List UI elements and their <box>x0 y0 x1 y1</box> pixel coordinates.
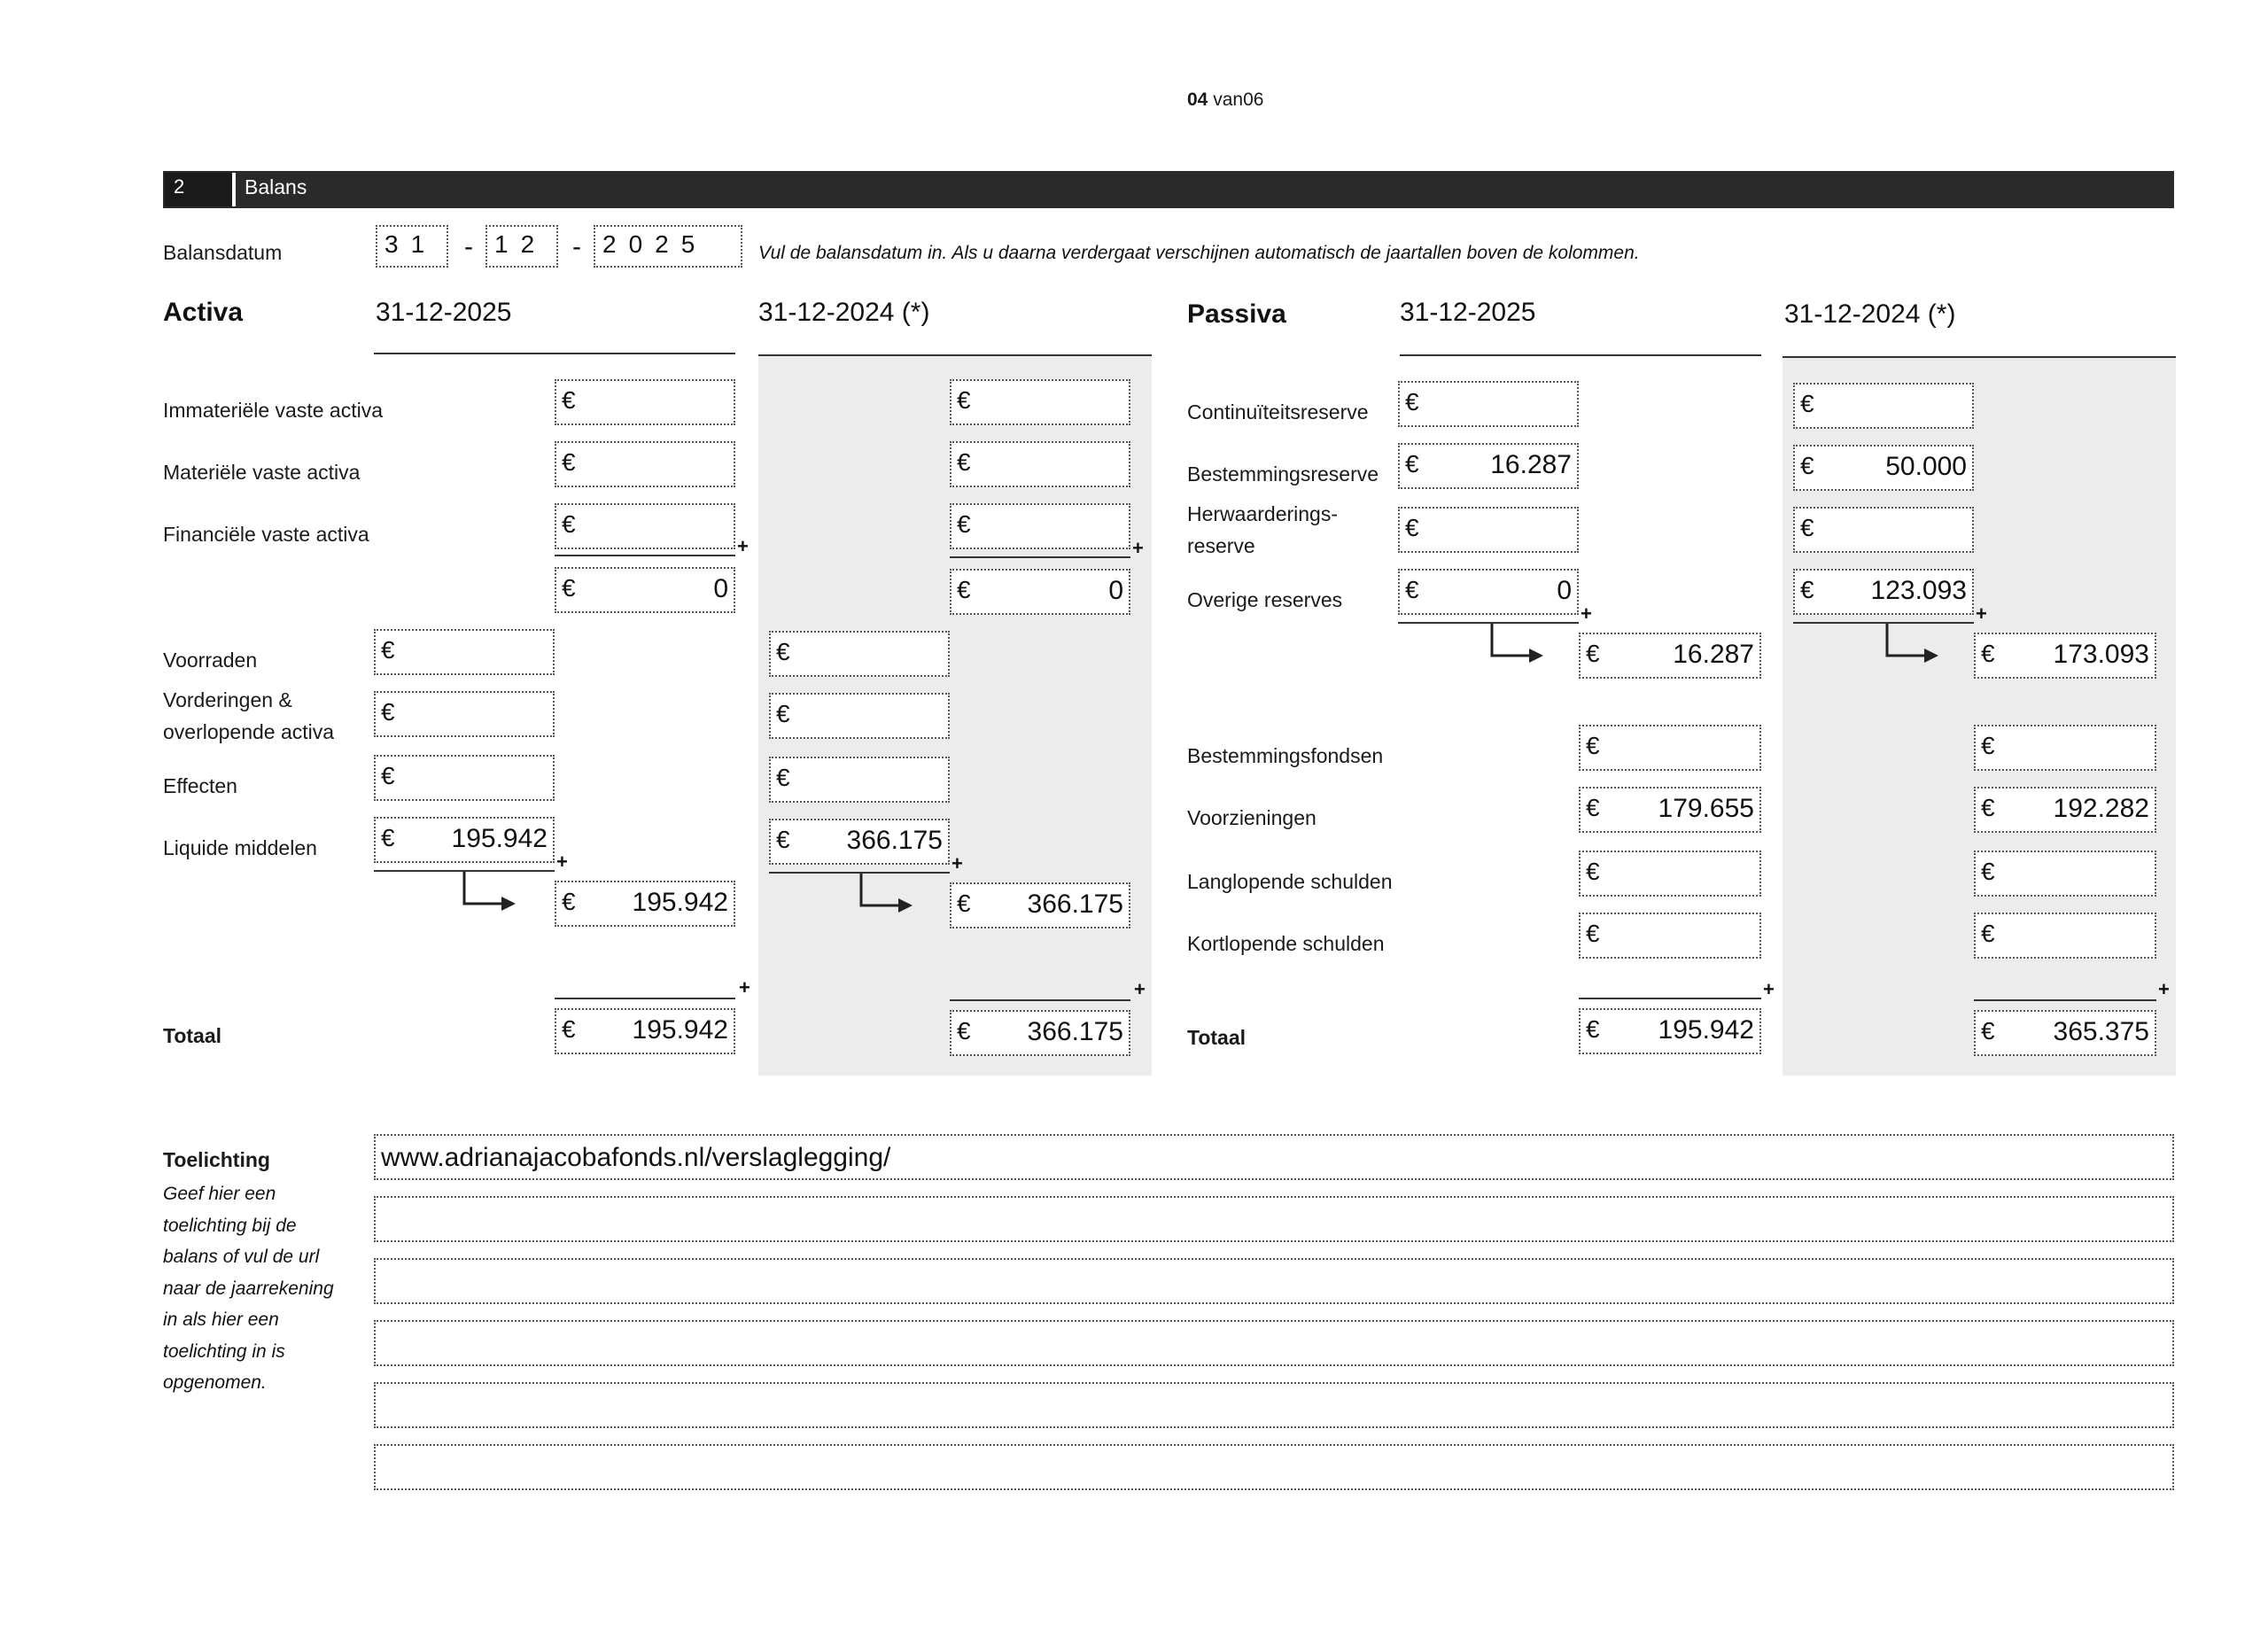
balansdatum-instruction: Vul de balansdatum in. Als u daarna verdergaat verschijnen automatisch de jaartallen boven de kolommen. <box>758 243 1640 263</box>
passiva-col-2024: 31-12-2024 (*) <box>1784 299 1956 329</box>
toelichting-line-4[interactable] <box>374 1320 2174 1366</box>
row-label-continuiteit: Continuïteitsreserve <box>1187 400 1369 423</box>
vlottend-2025-plus: + <box>556 851 568 873</box>
passiva-col1-rule <box>1400 354 1761 356</box>
totaal-activa-2024 <box>950 1010 1130 1056</box>
vlottend-2024-sum-value: 366.175 <box>1027 890 1123 919</box>
totaal-passiva-2024-rule <box>1974 999 2156 1001</box>
vaste-2025-sum-value: 0 <box>713 574 728 603</box>
row-label-kortlopend: Kortlopende schulden <box>1187 932 1385 955</box>
page-number <box>1187 87 1263 113</box>
totaal-passiva-2024-value: 365.375 <box>2053 1017 2149 1046</box>
liquide-2025-input[interactable] <box>374 817 555 863</box>
euro-sign: € <box>1800 514 1814 541</box>
page-total: 06 <box>1243 89 1264 110</box>
reserves-2025-sum-value: 16.287 <box>1673 640 1754 669</box>
row-label-liquide: Liquide middelen <box>163 836 317 859</box>
euro-sign: € <box>776 638 790 665</box>
herwaardering-2025-input[interactable] <box>1398 507 1579 553</box>
voorzieningen-2024-value: 192.282 <box>2053 794 2149 823</box>
euro-sign: € <box>776 700 790 727</box>
euro-sign: € <box>1800 390 1814 417</box>
section-bar <box>163 171 2174 208</box>
row-label-langlopend: Langlopende schulden <box>1187 870 1393 893</box>
euro-sign: € <box>957 1017 971 1045</box>
voorzieningen-2025-value: 179.655 <box>1658 794 1754 823</box>
euro-sign: € <box>562 574 576 602</box>
bestemmingsreserve-2024-value: 50.000 <box>1885 452 1967 481</box>
toelichting-line-3[interactable] <box>374 1258 2174 1304</box>
reserves-2025-arrow-icon <box>1488 624 1547 664</box>
euro-sign: € <box>957 890 971 917</box>
row-label-bestemmingsfondsen: Bestemmingsfondsen <box>1187 744 1384 767</box>
euro-sign: € <box>1586 858 1600 885</box>
euro-sign: € <box>562 1015 576 1043</box>
totaal-activa-2024-rule <box>950 999 1130 1001</box>
toelichting-line-1-text: www.adrianajacobafonds.nl/verslaglegging/ <box>381 1143 891 1172</box>
euro-sign: € <box>381 824 395 851</box>
row-label-herwaardering: Herwaarderings- reserve <box>1187 502 1339 557</box>
euro-sign: € <box>957 448 971 476</box>
euro-sign: € <box>1586 732 1600 759</box>
liquide-2024-input[interactable] <box>769 819 950 865</box>
row-label-totaal-activa: Totaal <box>163 1024 222 1047</box>
euro-sign: € <box>776 764 790 791</box>
immaterieel-2024-input[interactable] <box>950 379 1130 425</box>
toelichting-title: Toelichting <box>163 1148 270 1171</box>
date-day-input[interactable]: 31 <box>376 225 448 268</box>
langlopend-2025-input[interactable] <box>1579 851 1761 897</box>
euro-sign: € <box>957 386 971 414</box>
row-label-voorraden: Voorraden <box>163 649 258 672</box>
toelichting-line-5[interactable] <box>374 1382 2174 1428</box>
euro-sign: € <box>1981 794 1995 821</box>
passiva-col2-rule <box>1783 356 2176 358</box>
euro-sign: € <box>1405 576 1419 603</box>
euro-sign: € <box>1405 388 1419 416</box>
toelichting-help: Geef hier een toelichting bij de balans of vul de url naar de jaarrekening in als hier een toelichting in is opgenomen. <box>163 1184 334 1393</box>
date-year-input[interactable]: 2025 <box>594 225 742 268</box>
euro-sign: € <box>1586 1015 1600 1043</box>
euro-sign: € <box>1586 794 1600 821</box>
vlottend-2025-sum <box>555 881 735 927</box>
reserves-2025-sum <box>1579 633 1761 679</box>
euro-sign: € <box>957 576 971 603</box>
euro-sign: € <box>957 510 971 538</box>
euro-sign: € <box>1800 576 1814 603</box>
toelichting-line-1[interactable] <box>374 1134 2174 1180</box>
euro-sign: € <box>381 636 395 664</box>
row-label-effecten: Effecten <box>163 774 237 797</box>
section-title: Balans <box>245 175 307 198</box>
vaste-2024-plus: + <box>1132 537 1144 559</box>
financieel-2024-input[interactable] <box>950 503 1130 549</box>
overige-2024-value: 123.093 <box>1870 576 1967 605</box>
totaal-passiva-2025 <box>1579 1008 1761 1054</box>
passiva-col-2025: 31-12-2025 <box>1400 298 1536 327</box>
date-sep-2: - <box>572 232 581 261</box>
immaterieel-2025-input[interactable] <box>555 379 735 425</box>
bestemmingsfondsen-2024-input[interactable] <box>1974 725 2156 771</box>
row-label-bestemmingsreserve: Bestemmingsreserve <box>1187 462 1379 486</box>
reserves-2024-sum <box>1974 633 2156 679</box>
bestemmingsreserve-2025-value: 16.287 <box>1490 450 1572 479</box>
euro-sign: € <box>381 762 395 789</box>
euro-sign: € <box>1981 920 1995 947</box>
toelichting-line-6[interactable] <box>374 1444 2174 1490</box>
totaal-passiva-2024 <box>1974 1010 2156 1056</box>
voorzieningen-2024-input[interactable] <box>1974 787 2156 833</box>
activa-col-2025: 31-12-2025 <box>376 298 512 327</box>
euro-sign: € <box>1405 450 1419 478</box>
section-number: 2 <box>174 175 185 198</box>
row-label-totaal-passiva: Totaal <box>1187 1026 1247 1049</box>
liquide-2025-value: 195.942 <box>451 824 548 853</box>
row-label-materieel: Materiële vaste activa <box>163 461 361 484</box>
euro-sign: € <box>381 698 395 726</box>
euro-sign: € <box>562 386 576 414</box>
euro-sign: € <box>562 510 576 538</box>
row-label-financieel: Financiële vaste activa <box>163 523 369 546</box>
reserves-2025-plus: + <box>1581 602 1592 625</box>
vlottend-2024-sum <box>950 882 1130 928</box>
balansdatum-label: Balansdatum <box>163 241 283 264</box>
vaste-2025-sum <box>555 567 735 613</box>
euro-sign: € <box>1405 514 1419 541</box>
materieel-2024-input[interactable] <box>950 441 1130 487</box>
totaal-passiva-2024-plus: + <box>2158 978 2170 1000</box>
materieel-2025-input[interactable] <box>555 441 735 487</box>
activa-col2-rule <box>758 354 1152 356</box>
euro-sign: € <box>562 448 576 476</box>
euro-sign: € <box>1800 452 1814 479</box>
vorderingen-2024-input[interactable] <box>769 693 950 739</box>
kortlopend-2025-input[interactable] <box>1579 913 1761 959</box>
voorzieningen-2025-input[interactable] <box>1579 787 1761 833</box>
page-current: 04 <box>1187 89 1208 110</box>
date-sep-1: - <box>464 232 473 261</box>
page-sep: van <box>1213 89 1244 110</box>
euro-sign: € <box>1586 640 1600 667</box>
vaste-2025-plus: + <box>737 535 749 557</box>
totaal-activa-2025-plus: + <box>739 976 750 998</box>
euro-sign: € <box>776 826 790 853</box>
activa-title: Activa <box>163 298 244 327</box>
vaste-2024-sum-rule <box>950 556 1130 558</box>
overige-2025-input[interactable] <box>1398 569 1579 615</box>
euro-sign: € <box>1981 1017 1995 1045</box>
euro-sign: € <box>562 888 576 915</box>
row-label-vorderingen: Vorderingen & overlopende activa <box>163 688 335 743</box>
euro-sign: € <box>1981 640 1995 667</box>
date-month-input[interactable]: 12 <box>485 225 558 268</box>
euro-sign: € <box>1981 858 1995 885</box>
totaal-passiva-2025-value: 195.942 <box>1658 1015 1754 1045</box>
vorderingen-2025-input[interactable] <box>374 691 555 737</box>
effecten-2024-input[interactable] <box>769 757 950 803</box>
vlottend-2024-arrow-icon <box>858 874 916 914</box>
voorraden-2025-input[interactable] <box>374 629 555 675</box>
bestemmingsreserve-2025-input[interactable] <box>1398 443 1579 489</box>
financieel-2025-input[interactable] <box>555 503 735 549</box>
row-label-overige: Overige reserves <box>1187 588 1343 611</box>
passiva-title: Passiva <box>1187 299 1286 329</box>
totaal-activa-2024-plus: + <box>1134 978 1146 1000</box>
totaal-activa-2025-rule <box>555 998 735 999</box>
row-label-immaterieel: Immateriële vaste activa <box>163 399 383 422</box>
vlottend-2025-sum-value: 195.942 <box>632 888 728 917</box>
reserves-2024-plus: + <box>1976 602 1987 625</box>
voorraden-2024-input[interactable] <box>769 631 950 677</box>
effecten-2025-input[interactable] <box>374 755 555 801</box>
kortlopend-2024-input[interactable] <box>1974 913 2156 959</box>
euro-sign: € <box>1981 732 1995 759</box>
bestemmingsreserve-2024-input[interactable] <box>1793 445 1974 491</box>
vaste-2024-sum-value: 0 <box>1108 576 1123 605</box>
langlopend-2024-input[interactable] <box>1974 851 2156 897</box>
totaal-passiva-2025-plus: + <box>1763 978 1775 1000</box>
bestemmingsfondsen-2025-input[interactable] <box>1579 725 1761 771</box>
vaste-2024-sum <box>950 569 1130 615</box>
herwaardering-2024-input[interactable] <box>1793 507 1974 553</box>
totaal-activa-2024-value: 366.175 <box>1027 1017 1123 1046</box>
euro-sign: € <box>1586 920 1600 947</box>
reserves-2024-sum-value: 173.093 <box>2053 640 2149 669</box>
liquide-2024-value: 366.175 <box>846 826 943 855</box>
continuiteit-2025-input[interactable] <box>1398 381 1579 427</box>
continuiteit-2024-input[interactable] <box>1793 383 1974 429</box>
row-label-voorzieningen: Voorzieningen <box>1187 806 1317 829</box>
overige-2024-input[interactable] <box>1793 569 1974 615</box>
totaal-activa-2025-value: 195.942 <box>632 1015 728 1045</box>
activa-col1-rule <box>374 353 735 354</box>
activa-col-2024: 31-12-2024 (*) <box>758 298 930 327</box>
totaal-passiva-2025-rule <box>1579 998 1761 999</box>
vaste-2025-sum-rule <box>555 555 735 556</box>
overige-2025-value: 0 <box>1557 576 1572 605</box>
toelichting-line-2[interactable] <box>374 1196 2174 1242</box>
totaal-activa-2025 <box>555 1008 735 1054</box>
reserves-2024-arrow-icon <box>1884 624 1942 664</box>
vlottend-2025-arrow-icon <box>461 872 519 913</box>
vlottend-2024-plus: + <box>951 852 963 874</box>
